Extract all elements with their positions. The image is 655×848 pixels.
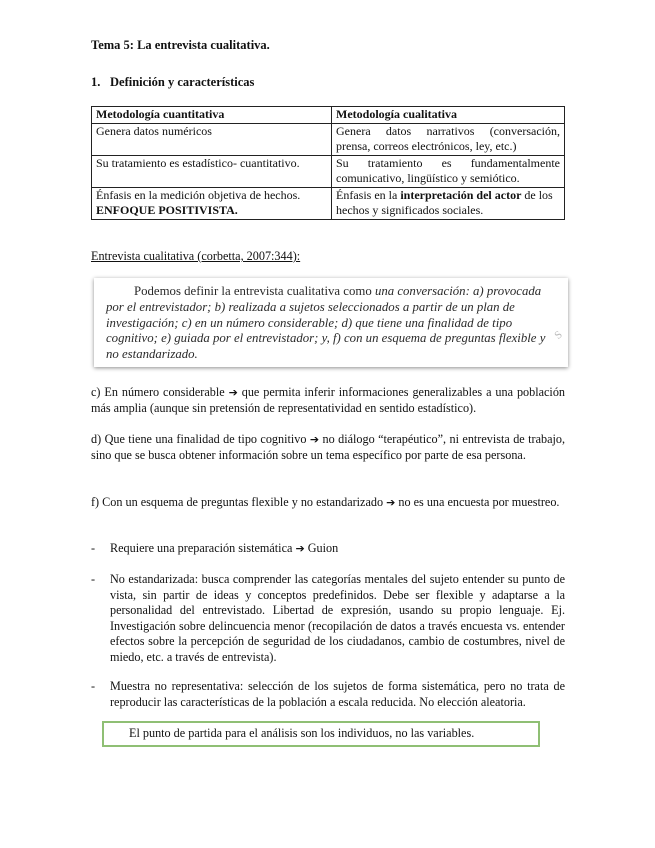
bullet-lead: Requiere una preparación sistemática <box>110 541 293 555</box>
cell-qual-3-lead: Énfasis en la <box>336 187 398 202</box>
paragraph-f-lead: f) Con un esquema de preguntas flexible y no estandarizado <box>91 495 384 509</box>
bullet-item <box>91 572 565 665</box>
bullet-item <box>91 541 565 557</box>
header-qualitative: Metodología cualitativa <box>332 107 565 124</box>
bullet-dash: - <box>91 679 96 693</box>
paragraph-f-tail: no es una encuesta por muestreo. <box>398 495 560 509</box>
paragraph-c-tail: que permita inferir informaciones generalizables a una población más amplia (aunque sin pretensión de representatividad en sentido estadístico). <box>91 385 566 415</box>
quote-lead: Podemos definir la entrevista cualitativa como <box>134 284 372 298</box>
paragraph-d-tail: no diálogo “terapéutico”, ni entrevista de trabajo, sino que se busca obtener información sobre un tema específico por parte de esa persona. <box>91 432 566 462</box>
table-header-row <box>92 107 565 124</box>
cell-quant-3-text: Énfasis en la medición objetiva de hechos. <box>96 187 301 202</box>
section-number: 1. <box>91 75 101 89</box>
table-row <box>92 123 565 155</box>
arrow-icon: ➔ <box>228 386 238 399</box>
actor-interpretation: interpretación del actor <box>400 187 522 202</box>
callout-box: El punto de partida para el análisis son los individuos, no las variables. <box>102 721 540 747</box>
cell-qual-2: Su tratamiento es fundamentalmente comunicativo, lingüístico y semiótico. <box>332 155 565 187</box>
paragraph-d-lead: d) Que tiene una finalidad de tipo cognitivo <box>91 432 307 446</box>
positivist-label: ENFOQUE POSITIVISTA. <box>96 203 238 217</box>
bullet-item <box>91 679 565 710</box>
table-row <box>92 155 565 187</box>
arrow-icon: ➔ <box>386 496 396 509</box>
quote-image <box>94 278 568 367</box>
paragraph-f <box>91 495 565 511</box>
bullet-text: No estandarizada: busca comprender las categorías mentales del sujeto entender su punto de vista, sin partir de ideas y conceptos predefinidos. Debe ser flexible y adaptarse a la personalidad del entrevistado. Libertad de expresión, usando su propio lenguaje. Ej. Investigación sobre delincuencia menor (recopilación de datos a través encuesta vs. entender efectos sobre la percepción de seguridad de los ciudadanos, cambio de costumbres, nivel de miedo, etc. a través de entrevista). <box>110 572 565 664</box>
arrow-icon: ➔ <box>309 433 320 446</box>
cell-qual-3 <box>332 187 565 219</box>
table-row <box>92 187 565 219</box>
bullet-tail: Guion <box>307 541 339 555</box>
paragraph-c-lead: c) En número considerable <box>91 385 225 399</box>
cell-quant-3 <box>92 187 332 219</box>
cell-quant-2: Su tratamiento es estadístico- cuantitativo. <box>92 155 332 187</box>
section-heading <box>91 75 254 90</box>
bullet-text: Muestra no representativa: selección de los sujetos de forma sistemática, pero no trata de reproducir las características de la población a escala reducida. No elección aleatoria. <box>110 679 565 709</box>
arrow-icon: ➔ <box>295 542 305 555</box>
cell-qual-1: Genera datos narrativos (conversación, prensa, correos electrónicos, ley, etc.) <box>332 123 565 155</box>
comparison-table <box>91 106 565 220</box>
paragraph-d <box>91 432 565 463</box>
paragraph-c <box>91 385 565 416</box>
section-label: Definición y características <box>110 75 255 89</box>
watermark-mark: S <box>552 328 565 342</box>
header-quantitative: Metodología cuantitativa <box>92 107 332 124</box>
cell-qual-3-tail: de los hechos y significados sociales. <box>336 187 553 217</box>
citation-heading: Entrevista cualitativa (corbetta, 2007:344): <box>91 249 301 263</box>
bullet-dash: - <box>91 572 96 586</box>
bullet-text <box>110 541 565 557</box>
bullet-dash: - <box>91 541 96 555</box>
cell-quant-1: Genera datos numéricos <box>92 123 332 155</box>
quote-italic: una conversación: a) provocada por el entrevistador; b) realizada a sujetos seleccionados a partir de un plan de investigación; c) en un número considerable; d) que tiene una finalidad de tipo cognitivo; e) guiada por el entrevistador; y, f) con un esquema de preguntas flexible y no estandarizado. <box>106 284 546 362</box>
document-title: Tema 5: La entrevista cualitativa. <box>91 38 270 52</box>
quote-text <box>106 284 560 363</box>
